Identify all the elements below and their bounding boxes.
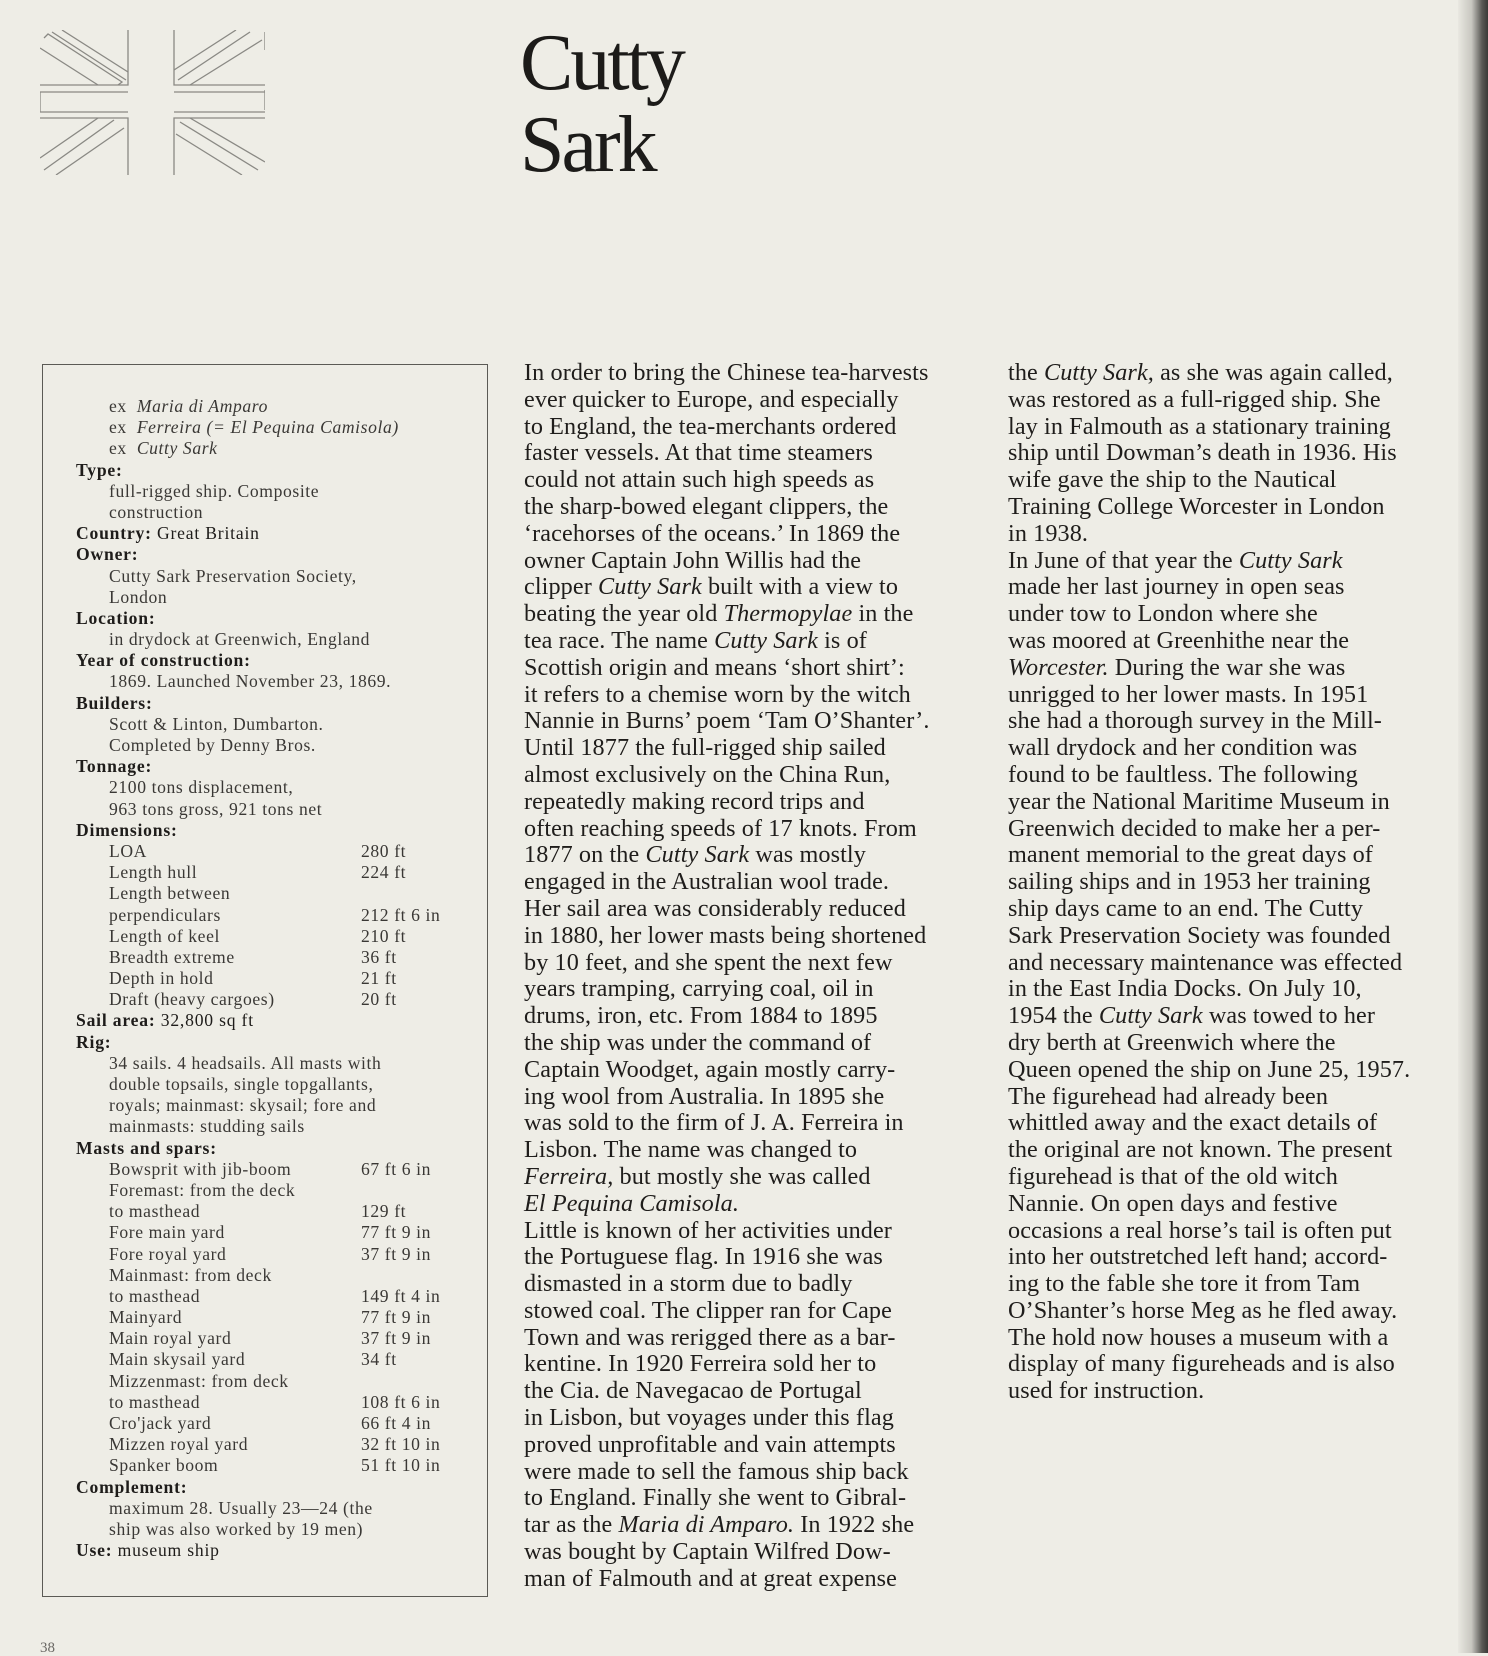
text-line: by 10 feet, and she spent the next few [524, 948, 893, 976]
dimension-label: Mainyard [109, 1307, 183, 1328]
dimension-value: 36 ft [361, 946, 397, 967]
italic-ship-name: Cutty Sark [714, 626, 818, 654]
text-line: engaged in the Australian wool trade. [524, 868, 890, 896]
spec-detail: full-rigged ship. Composite [109, 480, 320, 501]
dimension-row [76, 989, 476, 1010]
text-line [524, 1191, 984, 1218]
text-line: the Portuguese flag. In 1916 she was [524, 1243, 883, 1271]
spec-value: 32,800 sq ft [160, 1010, 254, 1031]
text-line: occasions a real horse’s tail is often put [1008, 1216, 1392, 1244]
dimension-row [76, 1328, 476, 1349]
text-line: Until 1877 the full-rigged ship sailed [524, 734, 886, 762]
text-line: ship until Dowman’s death in 1936. His [1008, 439, 1397, 467]
text-line: wall drydock and her condition was [1008, 734, 1358, 762]
text-line: O’Shanter’s horse Meg as he fled away. [1008, 1296, 1398, 1324]
former-name: Cutty Sark [136, 438, 218, 459]
dimension-label: Fore main yard [109, 1222, 225, 1243]
text-line: ing to the fable she tore it from Tam [1008, 1270, 1361, 1298]
text-line: Queen opened the ship on June 25, 1957. [1008, 1055, 1411, 1083]
text-line: year the National Maritime Museum in [1008, 787, 1390, 815]
text-line: stowed coal. The clipper ran for Cape [524, 1296, 892, 1324]
spec-detail: royals; mainmast: skysail; fore and [109, 1095, 377, 1116]
dimension-label: Length of keel [109, 925, 220, 946]
specifications-list [76, 396, 476, 1561]
italic-ship-name: Cutty Sark [645, 841, 750, 869]
spec-heading: Builders: [76, 692, 153, 713]
text-line: ing wool from Australia. In 1895 she [524, 1082, 885, 1110]
dimension-row [76, 1201, 476, 1222]
title-line-1: Cutty [520, 19, 683, 107]
dimension-label: Main skysail yard [109, 1349, 246, 1370]
text-line: 1877 on the Cutty Sark was mostly [524, 841, 866, 869]
text-line: the Cia. de Navegacao de Portugal [524, 1377, 862, 1405]
text-line: beating the year old Thermopylae in the [524, 600, 914, 628]
text-line: The hold now houses a museum with a [1008, 1323, 1389, 1351]
former-name-prefix: ex [109, 417, 127, 438]
spec-value: Great Britain [157, 523, 260, 544]
text-line: Ferreira, but mostly she was called [524, 1162, 871, 1190]
dimension-label: to masthead [109, 1285, 201, 1306]
text-line: owner Captain John Willis had the [524, 546, 862, 574]
text-line: Greenwich decided to make her a per- [1008, 814, 1381, 842]
dimension-value: 129 ft [361, 1201, 407, 1222]
dimension-value: 32 ft 10 in [361, 1434, 441, 1455]
spec-heading: Sail area: [76, 1010, 161, 1031]
text-line: figurehead is that of the old witch [1008, 1162, 1338, 1190]
text-line: Nannie in Burns’ poem ‘Tam O’Shanter’. [524, 707, 930, 735]
dimension-label: to masthead [109, 1391, 201, 1412]
dimension-value: 212 ft 6 in [361, 904, 441, 925]
text-line: In June of that year the Cutty Sark [1008, 546, 1343, 574]
spec-detail: maximum 28. Usually 23—24 (the [109, 1497, 373, 1518]
dimension-label: Bowsprit with jib-boom [109, 1158, 292, 1179]
text-line: it refers to a chemise worn by the witch [524, 680, 911, 708]
text-line: Training College Worcester in London [1008, 492, 1385, 520]
former-name: Maria di Amparo [136, 396, 268, 416]
dimension-label: perpendiculars [109, 904, 221, 925]
text-line: could not attain such high speeds as [524, 466, 875, 494]
dimension-value: 20 ft [361, 989, 397, 1010]
text-line: Lisbon. The name was changed to [524, 1136, 858, 1164]
text-line: Scottish origin and means ‘short shirt’: [524, 653, 905, 681]
dimension-label: Mainmast: from deck [109, 1264, 272, 1285]
spec-heading: Tonnage: [76, 756, 153, 777]
spec-heading: Country: [76, 523, 157, 544]
dimension-value: 108 ft 6 in [361, 1391, 441, 1412]
text-line: ever quicker to Europe, and especially [524, 385, 899, 413]
text-line: often reaching speeds of 17 knots. From [524, 814, 917, 842]
dimension-label: Mizzen royal yard [109, 1434, 249, 1455]
dimension-label: Breadth extreme [109, 946, 235, 967]
dimension-row [76, 926, 476, 947]
spec-detail: Cutty Sark Preservation Society, [109, 565, 357, 586]
dimension-value: 34 ft [361, 1349, 397, 1370]
text-line: was restored as a full-rigged ship. She [1008, 385, 1381, 413]
text-line: In order to bring the Chinese tea-harvests [524, 359, 929, 386]
text-line: dry berth at Greenwich where the [1008, 1028, 1336, 1056]
text-line: display of many figureheads and is also [1008, 1350, 1395, 1378]
text-line: faster vessels. At that time steamers [524, 439, 873, 467]
dimension-label: Foremast: from the deck [109, 1179, 296, 1200]
text-line: wife gave the ship to the Nautical [1008, 466, 1337, 494]
text-line: the Cutty Sark, as she was again called, [1008, 359, 1393, 386]
spec-detail: 2100 tons displacement, [109, 777, 294, 798]
dimension-value: 77 ft 9 in [361, 1222, 432, 1243]
spec-detail: 1869. Launched November 23, 1869. [109, 671, 392, 692]
spec-heading: Type: [76, 459, 123, 480]
spec-heading: Masts and spars: [76, 1137, 217, 1158]
text-line: and necessary maintenance was effected [1008, 948, 1403, 976]
dimension-label: Draft (heavy cargoes) [109, 989, 275, 1010]
text-line: drums, iron, etc. From 1884 to 1895 [524, 1002, 878, 1030]
dimension-row [76, 968, 476, 989]
text-line: to England. Finally she went to Gibral- [524, 1484, 907, 1512]
text-line: Captain Woodget, again mostly carry- [524, 1055, 896, 1083]
text-line: into her outstretched left hand; accord- [1008, 1243, 1388, 1271]
text-line: were made to sell the famous ship back [524, 1457, 909, 1485]
spec-heading: Year of construction: [76, 650, 251, 671]
text-line: man of Falmouth and at great expense [524, 1564, 898, 1592]
former-name-prefix: ex [109, 396, 127, 416]
spec-detail: construction [109, 501, 204, 522]
spec-detail: Completed by Denny Bros. [109, 735, 316, 755]
text-line: made her last journey in open seas [1008, 573, 1345, 601]
text-line: Worcester. During the war she was [1008, 653, 1346, 681]
text-line: repeatedly making record trips and [524, 787, 865, 815]
text-line: manent memorial to the great days of [1008, 841, 1373, 869]
dimension-row [76, 841, 476, 862]
text-line: years tramping, carrying coal, oil in [524, 975, 874, 1003]
text-line: was sold to the firm of J. A. Ferreira in [524, 1109, 904, 1137]
text-line: Her sail area was considerably reduced [524, 894, 906, 922]
dimension-row [76, 1455, 476, 1476]
text-line: the original are not known. The present [1008, 1136, 1393, 1164]
italic-ship-name: Cutty Sark [1238, 546, 1343, 574]
italic-ship-name: Thermopylae [723, 600, 853, 628]
text-line: clipper Cutty Sark built with a view to [524, 573, 899, 601]
spec-heading: Use: [76, 1540, 118, 1561]
text-line: was bought by Captain Wilfred Dow- [524, 1538, 891, 1566]
spec-detail: 34 sails. 4 headsails. All masts with [109, 1052, 382, 1073]
text-line: the sharp-bowed elegant clippers, the [524, 492, 889, 520]
spec-detail: mainmasts: studding sails [109, 1116, 305, 1137]
text-line: Town and was rerigged there as a bar- [524, 1323, 896, 1351]
spec-value: museum ship [117, 1540, 220, 1561]
dimension-row [76, 947, 476, 968]
text-line: in 1880, her lower masts being shortened [524, 921, 927, 949]
page-number: 38 [40, 1640, 55, 1656]
italic-ship-name: Ferreira, [524, 1162, 614, 1190]
text-line: The figurehead had already been [1008, 1082, 1329, 1110]
italic-ship-name: Cutty Sark [1098, 1002, 1203, 1030]
dimension-row [76, 1244, 476, 1265]
text-line: ‘racehorses of the oceans.’ In 1869 the [524, 519, 901, 547]
dimension-label: Mizzenmast: from deck [109, 1370, 289, 1391]
spec-detail: Scott & Linton, Dumbarton. [109, 713, 324, 734]
text-line: in the East India Docks. On July 10, [1008, 975, 1362, 1003]
dimension-label: to masthead [109, 1201, 201, 1222]
dimension-row [76, 1392, 476, 1413]
spec-heading-with-value [76, 523, 476, 544]
text-line: was moored at Greenhithe near the [1008, 626, 1350, 654]
text-line: the ship was under the command of [524, 1028, 872, 1056]
text-line: lay in Falmouth as a stationary training [1008, 412, 1391, 440]
text-line: Little is known of her activities under [524, 1216, 892, 1244]
dimension-row [76, 905, 476, 926]
former-name-prefix: ex [109, 438, 127, 459]
text-line: under tow to London where she [1008, 600, 1318, 628]
dimension-row [76, 1434, 476, 1455]
text-line: whittled away and the exact details of [1008, 1109, 1378, 1137]
dimension-row [76, 1307, 476, 1328]
text-line: in 1938. [1008, 519, 1089, 547]
dimension-value: 149 ft 4 in [361, 1285, 441, 1306]
spec-detail: London [109, 586, 168, 607]
book-spine-shadow [1458, 0, 1488, 1653]
dimension-value: 37 ft 9 in [361, 1243, 432, 1264]
dimension-value: 210 ft [361, 925, 407, 946]
spec-heading: Owner: [76, 544, 139, 565]
dimension-label: Length hull [109, 862, 198, 883]
spec-detail: in drydock at Greenwich, England [109, 629, 371, 650]
dimension-label: Main royal yard [109, 1328, 232, 1349]
italic-ship-name: Maria di Amparo. [618, 1511, 795, 1539]
dimension-row [76, 1180, 476, 1201]
dimension-value: 51 ft 10 in [361, 1455, 441, 1476]
dimension-row [76, 883, 476, 904]
dimension-row [76, 1286, 476, 1307]
text-line: in Lisbon, but voyages under this flag [524, 1404, 894, 1432]
text-line: Sark Preservation Society was founded [1008, 921, 1391, 949]
dimension-value: 280 ft [361, 840, 407, 861]
spec-detail: double topsails, single topgallants, [109, 1074, 374, 1094]
italic-ship-name: Worcester. [1008, 653, 1109, 681]
text-line: to England, the tea-merchants ordered [524, 412, 897, 440]
spec-heading: Rig: [76, 1031, 112, 1052]
italic-ship-name: Cutty Sark [598, 573, 702, 601]
text-line: 1954 the Cutty Sark was towed to her [1008, 1002, 1376, 1030]
dimension-label: LOA [109, 840, 147, 861]
body-text-column-1 [524, 360, 984, 1593]
dimension-row [76, 1413, 476, 1434]
italic-ship-name: Cutty Sark, [1044, 359, 1154, 386]
former-name-row [76, 438, 476, 459]
dimension-label: Length between [109, 883, 231, 904]
dimension-row [76, 1265, 476, 1286]
spec-detail: ship was also worked by 19 men) [109, 1518, 364, 1539]
dimension-value: 21 ft [361, 968, 397, 989]
dimension-value: 66 ft 4 in [361, 1413, 432, 1433]
spec-heading-with-value [76, 1540, 476, 1561]
text-line: unrigged to her lower masts. In 1951 [1008, 680, 1369, 708]
dimension-value: 67 ft 6 in [361, 1158, 432, 1179]
page-title [520, 19, 683, 189]
spec-heading-with-value [76, 1010, 476, 1031]
dimension-label: Cro'jack yard [109, 1413, 212, 1433]
spec-heading: Location: [76, 607, 156, 628]
dimension-row [76, 1371, 476, 1392]
dimension-value: 224 ft [361, 862, 407, 883]
text-line: kentine. In 1920 Ferreira sold her to [524, 1350, 877, 1378]
dimension-value: 37 ft 9 in [361, 1328, 432, 1349]
title-line-2: Sark [520, 101, 655, 189]
dimension-row [76, 1159, 476, 1180]
dimension-row [76, 1349, 476, 1370]
body-text-column-2 [1008, 360, 1458, 1405]
dimension-label: Spanker boom [109, 1455, 219, 1476]
text-line: proved unprofitable and vain attempts [524, 1430, 896, 1458]
former-name-row [76, 417, 476, 438]
text-line: Nannie. On open days and festive [1008, 1189, 1338, 1217]
former-name-row [76, 396, 476, 417]
text-line: dismasted in a storm due to badly [524, 1270, 853, 1298]
text-line: tea race. The name Cutty Sark is of [524, 626, 867, 654]
dimension-label: Depth in hold [109, 968, 214, 989]
text-line: found to be faultless. The following [1008, 760, 1358, 788]
union-jack-outline-icon [40, 30, 265, 175]
dimension-label: Fore royal yard [109, 1243, 227, 1264]
dimension-row [76, 862, 476, 883]
spec-detail: 963 tons gross, 921 tons net [109, 798, 323, 819]
spec-heading: Complement: [76, 1476, 188, 1497]
text-line: almost exclusively on the China Run, [524, 760, 891, 788]
text-line: ship days came to an end. The Cutty [1008, 894, 1364, 922]
dimension-row [76, 1222, 476, 1243]
italic-ship-name: El Pequina Camisola. [524, 1189, 739, 1217]
text-line: used for instruction. [1008, 1377, 1205, 1405]
text-line: tar as the Maria di Amparo. In 1922 she [524, 1511, 915, 1539]
text-line: she had a thorough survey in the Mill- [1008, 707, 1382, 735]
dimension-value: 77 ft 9 in [361, 1307, 432, 1328]
text-line: sailing ships and in 1953 her training [1008, 868, 1371, 896]
former-name: Ferreira (= El Pequina Camisola) [136, 417, 399, 438]
spec-heading: Dimensions: [76, 819, 178, 840]
